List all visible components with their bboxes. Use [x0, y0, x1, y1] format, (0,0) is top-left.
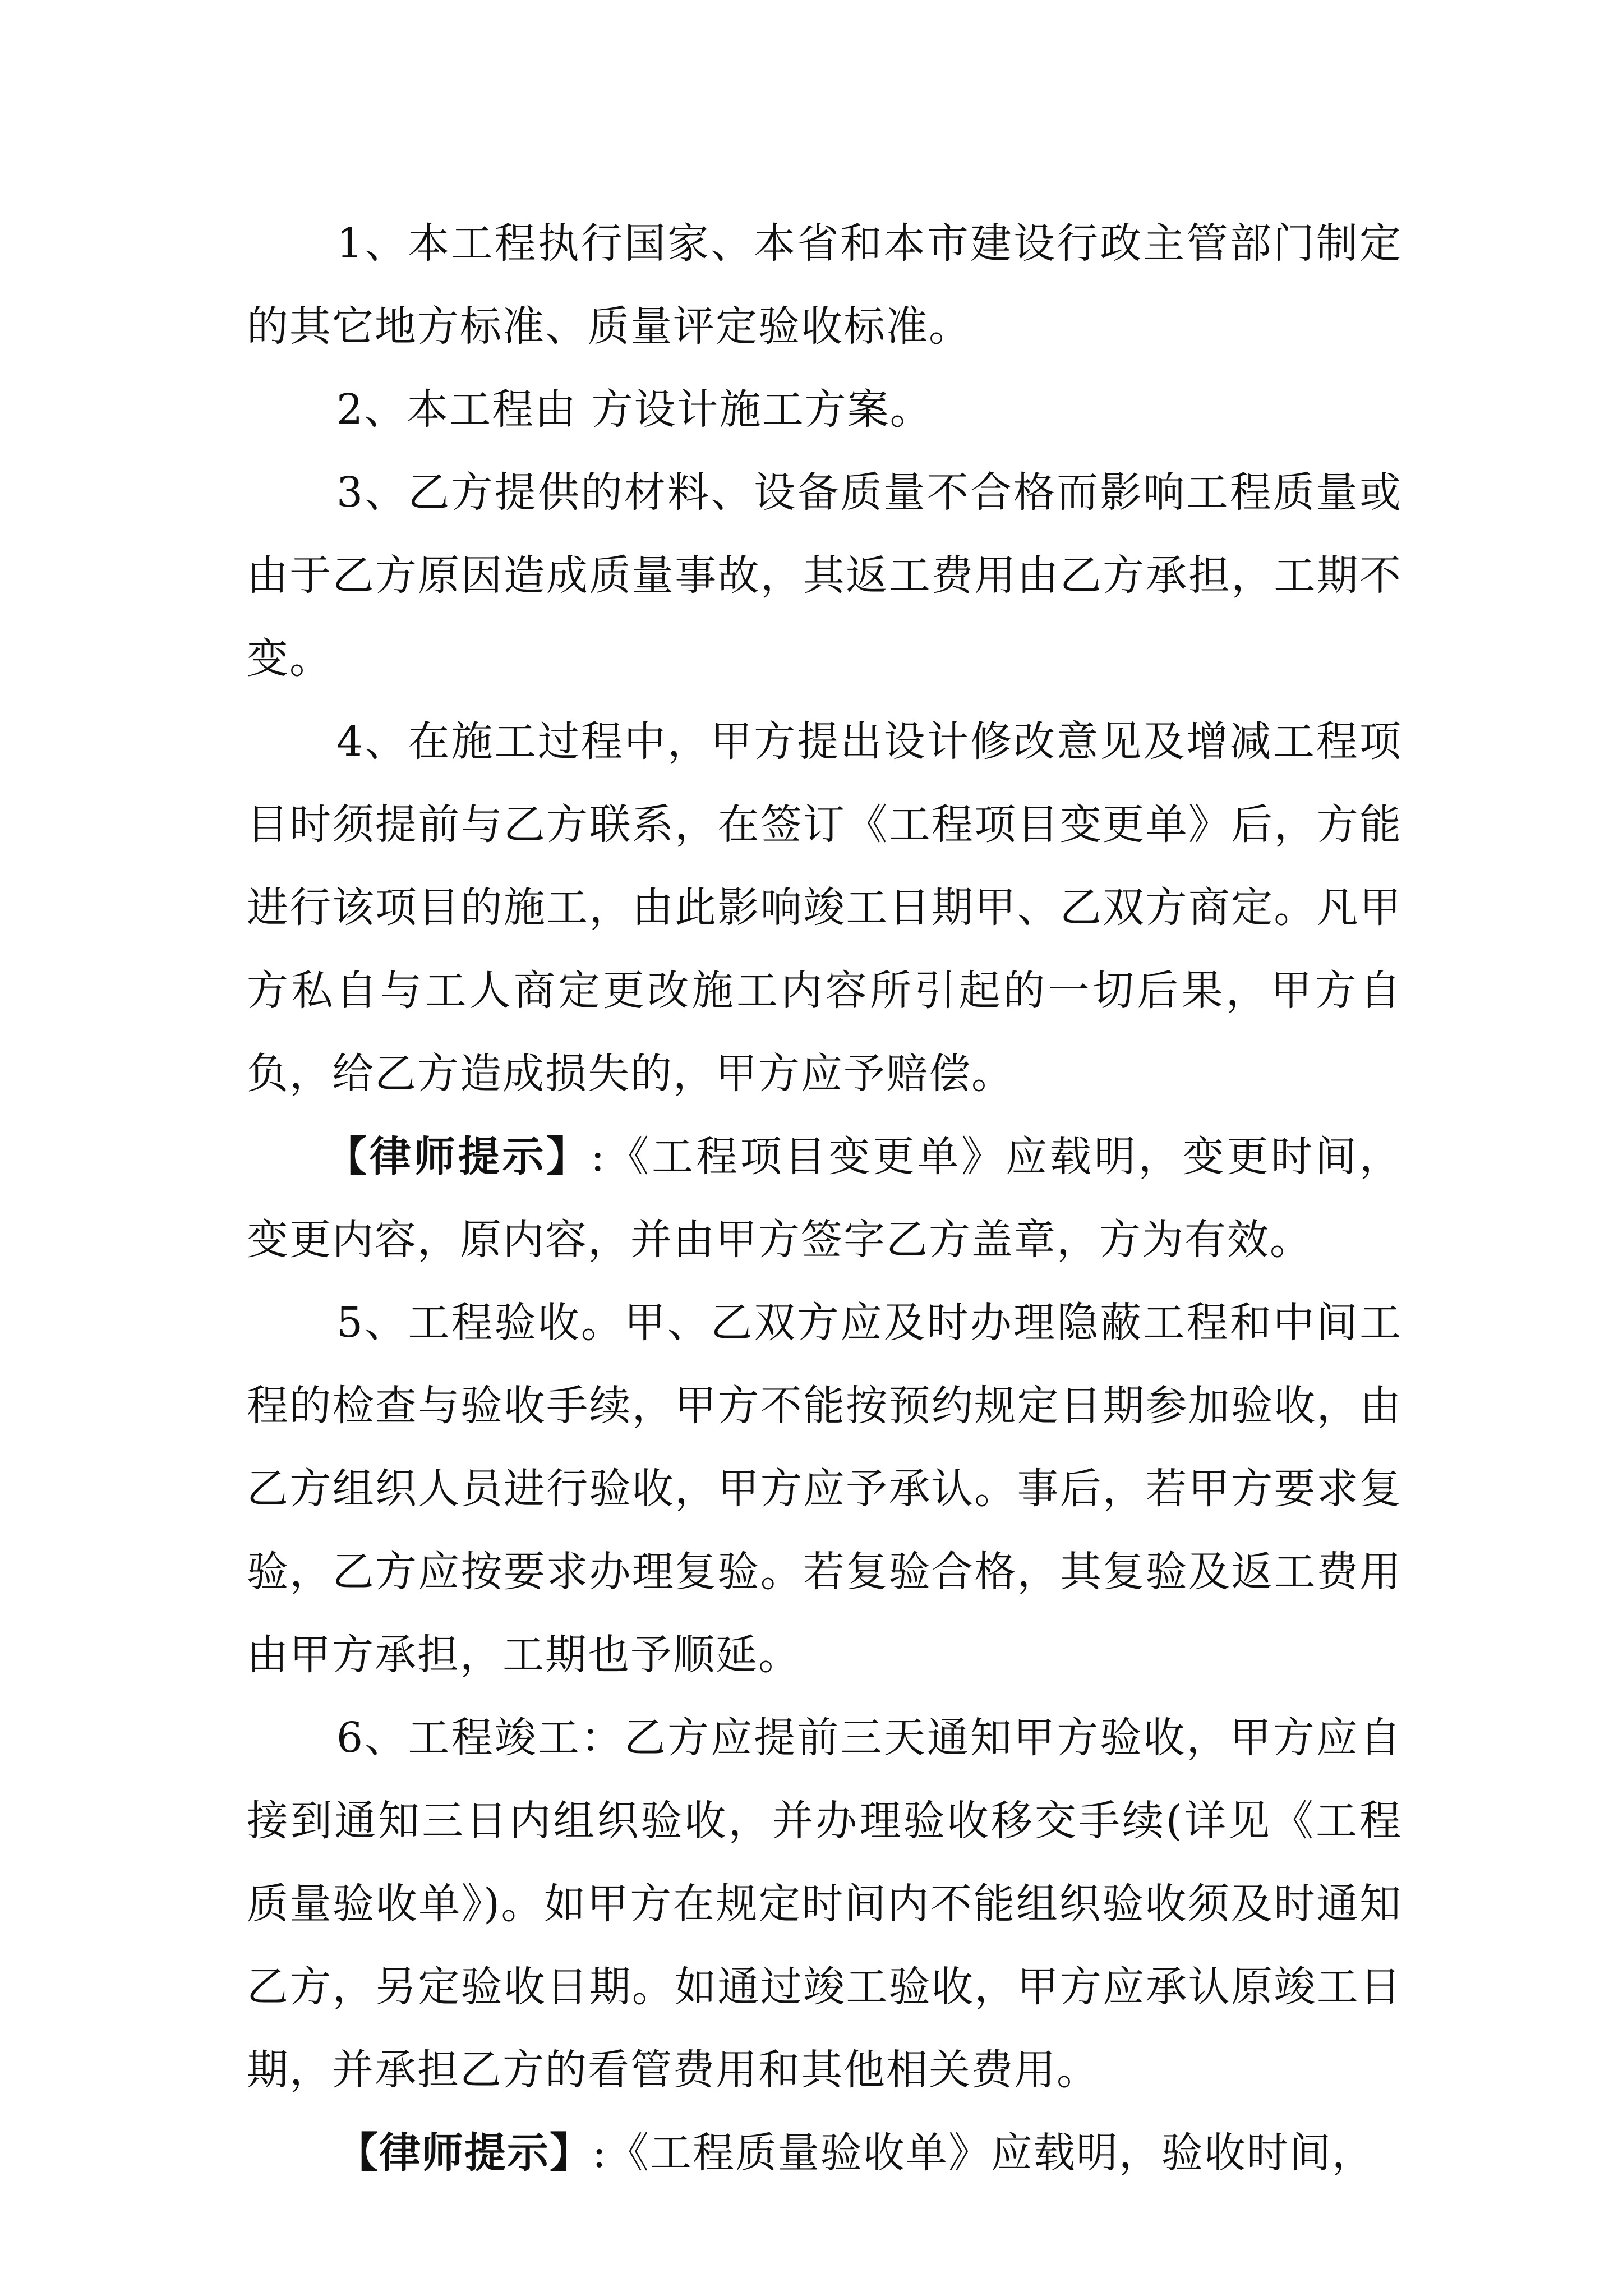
- clause-5: 5、工程验收。甲、乙双方应及时办理隐蔽工程和中间工程的检查与验收手续，甲方不能按预约规定日期参加验收，由乙方组织人员进行验收，甲方应予承认。事后，若甲方要求复验，乙方应按要求办理复验。若复验合格，其复验及返工费用由甲方承担，工期也予顺延。: [247, 1299, 1402, 1679]
- lawyer-note-2: [247, 2111, 1402, 2194]
- document-page: [247, 202, 1402, 2194]
- lawyer-note-label: 【律师提示】: [336, 2129, 592, 2177]
- lawyer-note-text: :《工程项目变更单》应载明，变更时间，变更内容，原内容，并由甲方签字乙方盖章，方为有效。: [247, 1133, 1402, 1264]
- lawyer-note-label: 【律师提示】: [325, 1133, 591, 1181]
- clause-1: 1、本工程执行国家、本省和本市建设行政主管部门制定的其它地方标准、质量评定验收标准。: [247, 219, 1402, 351]
- clause-2: 2、本工程由 方设计施工方案。: [336, 385, 933, 434]
- clause-3: 3、乙方提供的材料、设备质量不合格而影响工程质量或由于乙方原因造成质量事故，其返工费用由乙方承担，工期不变。: [247, 468, 1402, 683]
- lawyer-note-text: :《工程质量验收单》应载明，验收时间，: [592, 2129, 1375, 2177]
- clause-6: 6、工程竣工：乙方应提前三天通知甲方验收，甲方应自接到通知三日内组织验收，并办理验收移交手续(详见《工程质量验收单》)。如甲方在规定时间内不能组织验收须及时通知乙方，另定验收日期。如通过竣工验收，甲方应承认原竣工日期，并承担乙方的看管费用和其他相关费用。: [247, 1714, 1402, 2094]
- clause-4: 4、在施工过程中，甲方提出设计修改意见及增减工程项目时须提前与乙方联系，在签订《工程项目变更单》后，方能进行该项目的施工，由此影响竣工日期甲、乙双方商定。凡甲方私自与工人商定更改施工内容所引起的一切后果，甲方自负，给乙方造成损失的，甲方应予赔偿。: [247, 717, 1402, 1098]
- lawyer-note-1: [247, 1115, 1402, 1281]
